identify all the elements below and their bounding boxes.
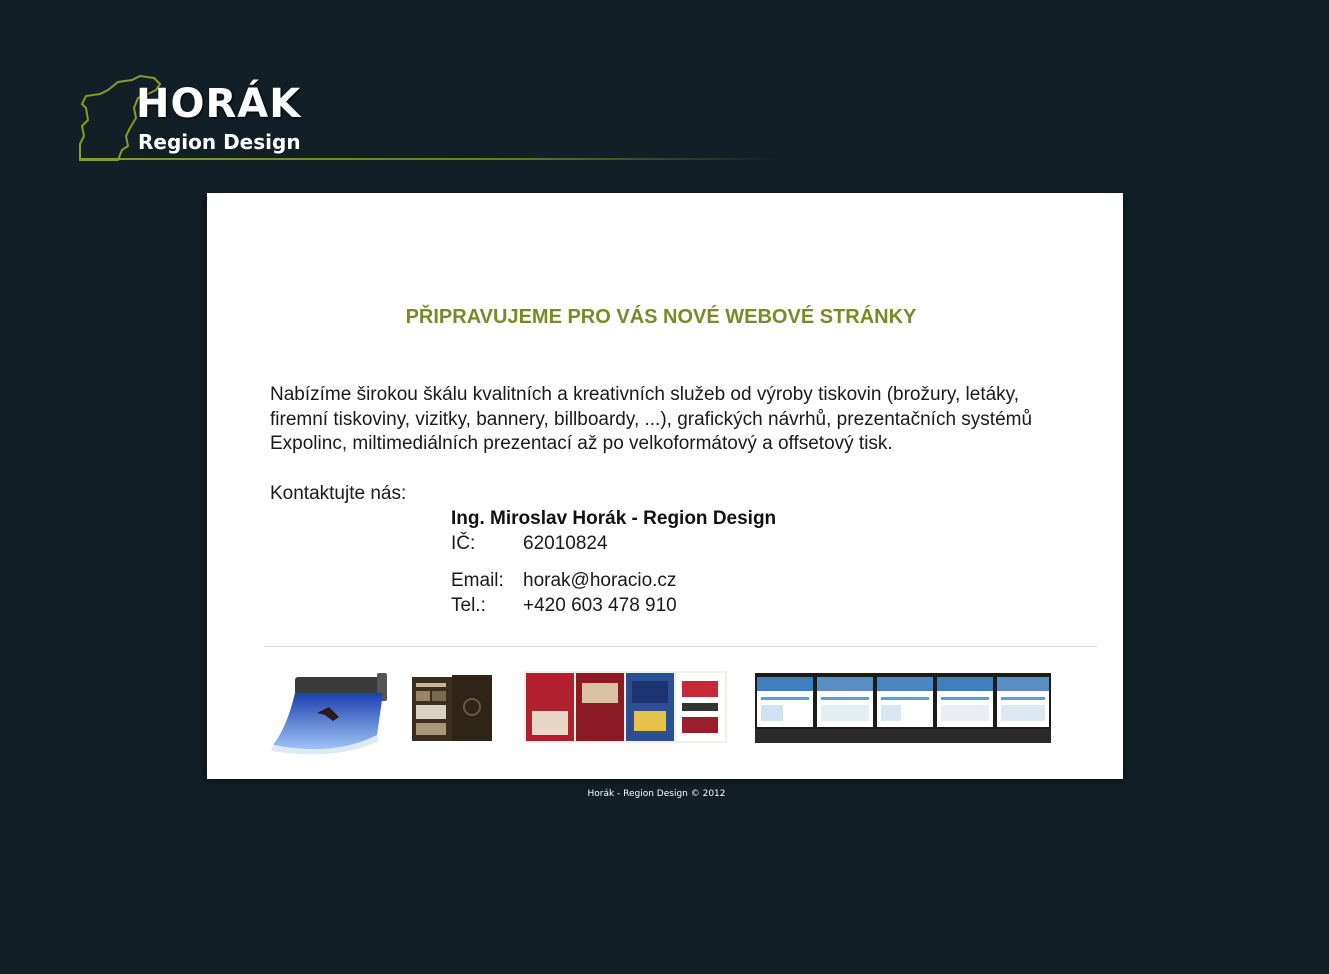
contact-tel-row xyxy=(451,595,677,617)
brand-name: HORÁK xyxy=(136,81,302,127)
intro-line: firemní tiskoviny, vizitky, bannery, billboardy, ...), grafických návrhů, prezentačních systémů xyxy=(270,408,1033,430)
email-label: Email: xyxy=(451,570,504,591)
content-panel xyxy=(207,193,1123,779)
contact-name: Ing. Miroslav Horák - Region Design xyxy=(451,508,777,529)
contact-ic-row xyxy=(451,533,608,555)
ic-value: 62010824 xyxy=(523,533,608,554)
brand-subtitle: Region Design xyxy=(138,130,301,154)
contact-email-row xyxy=(451,570,676,592)
folder-thumbnail xyxy=(410,673,494,743)
ic-label: IČ: xyxy=(451,533,476,554)
header-underline xyxy=(80,158,780,160)
printer-thumbnail xyxy=(265,665,390,757)
divider xyxy=(264,646,1097,647)
web-designs-thumbnail xyxy=(755,673,1051,743)
page-headline: PŘIPRAVUJEME PRO VÁS NOVÉ WEBOVÉ STRÁNKY xyxy=(405,306,917,328)
tel-label: Tel.: xyxy=(451,595,486,616)
tel-value: +420 603 478 910 xyxy=(523,595,677,616)
footer-copyright: Horák - Region Design © 2012 xyxy=(587,789,726,799)
intro-paragraph xyxy=(270,383,1070,457)
intro-line: Nabízíme širokou škálu kvalitních a kreativních služeb od výroby tiskovin (brožury, letáky, xyxy=(270,384,1020,405)
intro-line: Expolinc, miltimediálních prezentací až po velkoformátový a offsetový tisk. xyxy=(270,433,893,454)
email-link[interactable]: horak@horacio.cz xyxy=(523,570,677,591)
contact-heading: Kontaktujte nás: xyxy=(270,483,407,504)
catalog-thumbnail xyxy=(524,671,727,743)
